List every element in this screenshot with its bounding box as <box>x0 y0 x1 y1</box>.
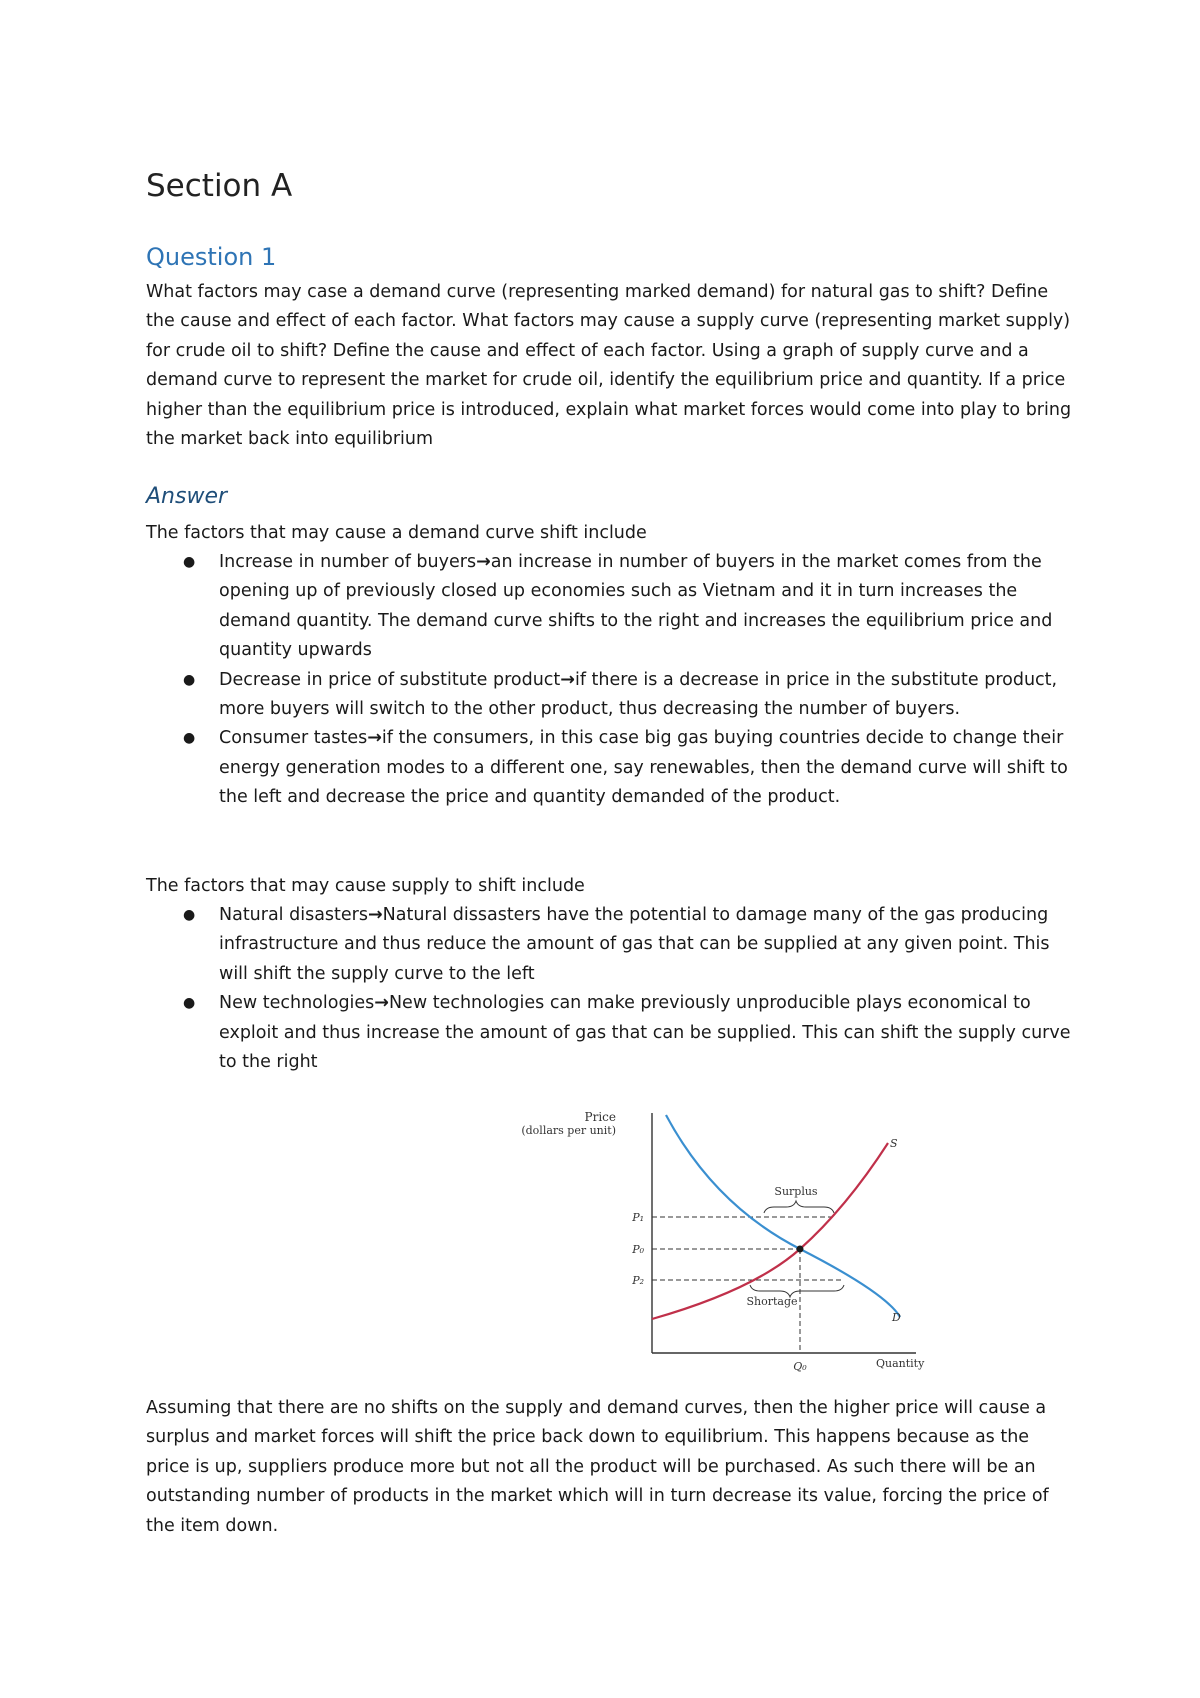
supply-intro: The factors that may cause supply to shift include <box>146 876 585 896</box>
demand-curve <box>666 1115 900 1317</box>
arrow-icon: → <box>367 728 382 749</box>
equilibrium-point <box>797 1246 804 1253</box>
supply-demand-figure <box>521 1105 964 1385</box>
arrow-icon: → <box>374 993 389 1014</box>
y-axis-sublabel: (dollars per unit) <box>521 1124 616 1137</box>
answer-heading: Answer <box>146 484 228 509</box>
demand-intro: The factors that may cause a demand curve shift include <box>146 523 647 543</box>
bullet-icon: ● <box>183 554 196 570</box>
list-item <box>146 548 1076 666</box>
factor-text: New technologies can make previously unproducible plays economical to exploit and thus increase the amount of gas that can be supplied. This can shift the supply curve to the right <box>219 993 1071 1073</box>
factor-text: if the consumers, in this case big gas buying countries decide to change their energy generation modes to a different one, say renewables, then the demand curve will shift to the left and decrease the price and quantity demanded of the product. <box>219 728 1068 808</box>
quantity-tick-q0: Q₀ <box>793 1360 807 1373</box>
factor-term: Natural disasters <box>219 905 368 925</box>
bullet-icon: ● <box>183 995 196 1012</box>
price-tick-p2: P₂ <box>632 1274 644 1287</box>
demand-factor-list <box>146 548 1076 813</box>
bullet-icon: ● <box>183 671 196 688</box>
conclusion-paragraph: Assuming that there are no shifts on the supply and demand curves, then the higher price will cause a surplus and market forces will shift the price back down to equilibrium. This happens because as the price is up, suppliers produce more but not all the product will be purchased. As such there will be an outstanding number of products in the market which will in turn decrease its value, forcing the price of the item down. <box>146 1398 1049 1536</box>
factor-text: Natural dissasters have the potential to damage many of the gas producing infrastructure and thus reduce the amount of gas that can be supplied at any given point. This will shift the supply curve to the left <box>219 905 1050 984</box>
shortage-label: Shortage <box>746 1295 798 1308</box>
list-item <box>146 901 1076 989</box>
list-item <box>146 666 1076 725</box>
x-axis-label: Quantity <box>876 1357 925 1370</box>
factor-text: an increase in number of buyers in the market comes from the opening up of previously closed up economies such as Vietnam and it in turn increases the demand quantity. The demand curve shifts to the right and increases the equilibrium price and quantity upwards <box>219 552 1053 661</box>
surplus-brace <box>764 1201 834 1213</box>
arrow-icon: → <box>367 905 383 925</box>
surplus-label: Surplus <box>774 1185 818 1198</box>
price-tick-p0: P₀ <box>632 1243 644 1256</box>
arrow-icon: → <box>476 552 491 572</box>
price-tick-p1: P₁ <box>632 1211 644 1224</box>
arrow-icon: → <box>560 669 575 690</box>
bullet-icon: ● <box>183 730 196 747</box>
factor-term: Consumer tastes <box>219 728 368 749</box>
bullet-icon: ● <box>183 907 196 923</box>
y-axis-label: Price <box>584 1110 616 1124</box>
factor-term: New technologies <box>219 993 375 1014</box>
supply-demand-chart <box>521 1105 964 1385</box>
factor-term: Increase in number of buyers <box>219 552 477 572</box>
list-item <box>146 989 1076 1077</box>
question-heading: Question 1 <box>146 243 277 271</box>
list-item <box>146 724 1076 812</box>
supply-factor-list <box>146 901 1076 1077</box>
section-title: Section A <box>146 168 293 204</box>
factor-text: if there is a decrease in price in the substitute product, more buyers will switch to the other product, thus decreasing the number of buyers. <box>219 669 1058 720</box>
supply-label: S <box>890 1137 898 1150</box>
demand-label: D <box>892 1311 901 1324</box>
factor-term: Decrease in price of substitute product <box>219 669 561 690</box>
question-text: What factors may case a demand curve (representing marked demand) for natural gas to shift? Define the cause and effect of each factor. What factors may cause a supply curve (representing market supply) for crude oil to shift? Define the cause and effect of each factor. Using a graph of supply curve and a demand curve to represent the market for crude oil, identify the equilibrium price and quantity. If a price higher than the equilibrium price is introduced, explain what market forces would come into play to bring the market back into equilibrium <box>146 282 1072 450</box>
